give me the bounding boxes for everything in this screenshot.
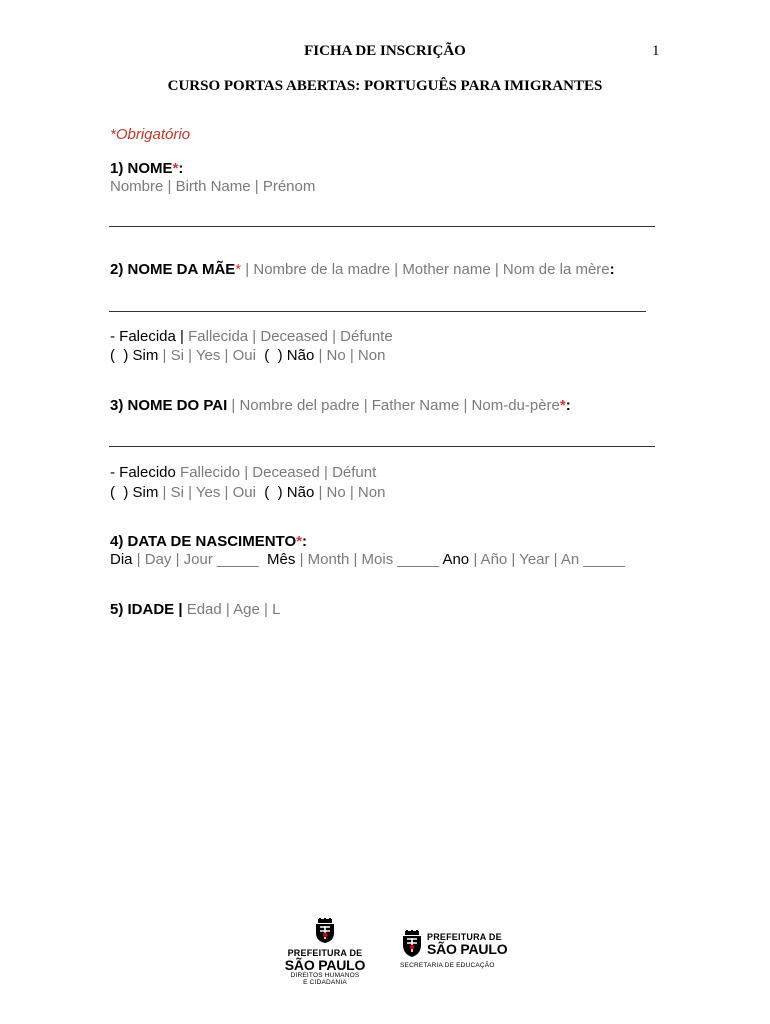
page-number: 1 [652, 43, 660, 59]
q4-month-field[interactable]: | Month | Mois _____ [295, 551, 443, 568]
q4-label-line [110, 533, 307, 550]
sao-paulo-crest-icon [312, 918, 338, 944]
q4-label: 4) DATA DE NASCIMENTO [110, 533, 297, 550]
q1-label-line [110, 160, 183, 177]
q3-deceased-label: - Falecido [110, 464, 176, 481]
q1-translations: Nombre | Birth Name | Prénom [110, 178, 316, 195]
q1-required-mark: * [172, 160, 179, 177]
q3-label-line [110, 397, 571, 414]
q3-yes-checkbox[interactable]: ( ) [110, 484, 133, 501]
q4-colon: : [301, 533, 307, 550]
q2-translations: | Nombre de la madre | Mother name | Nom de la mère [241, 261, 610, 278]
q2-required-mark: * [235, 261, 242, 278]
logo1-line1: PREFEITURA DE [287, 948, 363, 958]
q2-yes-translations: | Si | Yes | Oui [158, 347, 261, 364]
q3-no-checkbox[interactable]: ( ) [260, 484, 287, 501]
q2-no-label: Não [286, 347, 315, 364]
q3-label: 3) NOME DO PAI [110, 397, 228, 414]
q2-no-checkbox[interactable]: ( ) [260, 347, 287, 364]
q2-label-line [110, 261, 615, 278]
q5-label: 5) IDADE | [110, 601, 183, 618]
sao-paulo-crest-icon [400, 930, 424, 958]
q4-year-field[interactable]: | Año | Year | An _____ [469, 551, 626, 568]
q4-day-field[interactable]: | Day | Jour _____ [132, 551, 263, 568]
q5-label-line [110, 601, 280, 618]
q3-options [110, 484, 385, 501]
q3-required-mark: * [559, 397, 566, 414]
logo2-line3: SECRETARIA DE EDUCAÇÃO [400, 962, 495, 969]
q3-answer-line[interactable] [109, 446, 655, 447]
q3-deceased-line [110, 464, 376, 481]
q3-translations: | Nombre del padre | Father Name | Nom-du-père [227, 397, 560, 414]
q2-deceased-label: - Falecida | [110, 328, 184, 345]
form-title: FICHA DE INSCRIÇÃO [304, 43, 466, 59]
q2-options [110, 347, 385, 364]
logo1-line3: DIREITOS HUMANOS [290, 972, 360, 979]
q5-translations: Edad | Age | L [182, 601, 281, 618]
q3-no-translations: | No | Non [314, 484, 386, 501]
q2-deceased-translations: Fallecida | Deceased | Défunte [183, 328, 393, 345]
q4-date-fields [110, 551, 625, 568]
q2-answer-line[interactable] [109, 311, 646, 312]
q2-no-translations: | No | Non [314, 347, 386, 364]
required-note: *Obrigatório [110, 126, 191, 143]
logo1-line4: E CIDADANIA [303, 979, 347, 986]
q4-month-label: Mês [262, 551, 296, 568]
q1-label: 1) NOME [110, 160, 173, 177]
course-title: CURSO PORTAS ABERTAS: PORTUGUÊS PARA IMIGRANTES [167, 78, 603, 94]
q3-deceased-translations: Fallecido | Deceased | Défunt [175, 464, 377, 481]
q1-answer-line[interactable] [109, 226, 655, 227]
q4-required-mark: * [296, 533, 302, 550]
q3-yes-translations: | Si | Yes | Oui [158, 484, 261, 501]
logo2-line1: PREFEITURA DE [427, 932, 502, 942]
logo2-line2: SÃO PAULO [427, 941, 508, 957]
q1-colon: : [178, 160, 184, 177]
q2-yes-checkbox[interactable]: ( ) [110, 347, 133, 364]
q4-year-label: Ano [442, 551, 470, 568]
q3-yes-label: Sim [132, 484, 159, 501]
q2-deceased-line [110, 328, 393, 345]
q3-colon: : [565, 397, 571, 414]
q3-no-label: Não [286, 484, 315, 501]
logo1-line2: SÃO PAULO [284, 957, 366, 973]
logo-direitos-humanos [279, 918, 371, 986]
q4-day-label: Dia [110, 551, 133, 568]
q2-yes-label: Sim [132, 347, 159, 364]
q2-colon: : [609, 261, 615, 278]
q2-label: 2) NOME DA MÃE [110, 261, 236, 278]
